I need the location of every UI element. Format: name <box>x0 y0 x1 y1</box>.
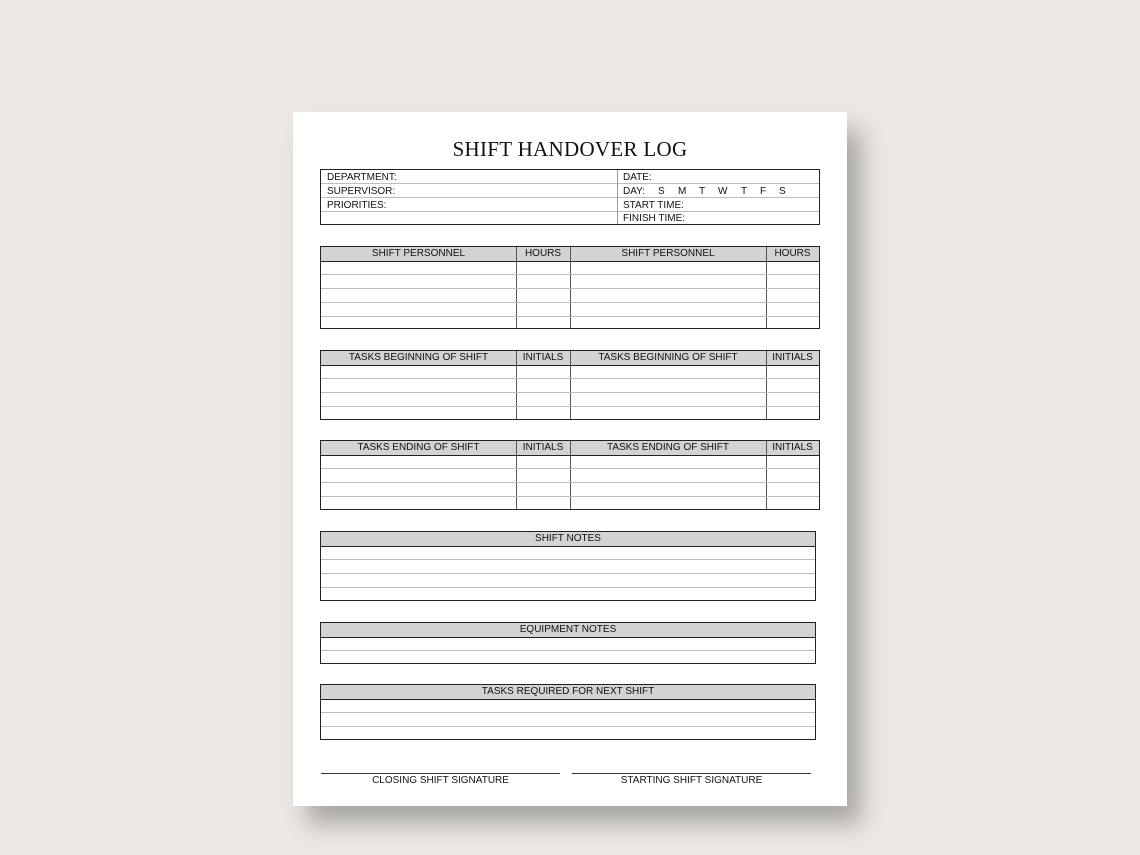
initials-header-2: INITIALS <box>772 352 813 363</box>
hours-header-2: HOURS <box>774 248 811 259</box>
start-time-label: START TIME: <box>623 200 684 211</box>
starting-signature-label: STARTING SHIFT SIGNATURE <box>620 775 763 786</box>
initials-header-3: INITIALS <box>522 442 564 453</box>
tasks-beginning-table <box>320 350 820 420</box>
tasks-ending-header-2: TASKS ENDING OF SHIFT <box>606 442 730 453</box>
info-box <box>320 169 820 225</box>
supervisor-label: SUPERVISOR: <box>327 186 396 197</box>
log-sheet <box>293 112 847 806</box>
starting-signature-line <box>572 773 811 774</box>
day-label: DAY: <box>623 186 646 197</box>
personnel-header-1: SHIFT PERSONNEL <box>371 248 466 259</box>
equipment-notes-header: EQUIPMENT NOTES <box>519 624 617 635</box>
day-wednesday: W <box>718 186 728 197</box>
shift-notes-box <box>320 531 816 601</box>
priorities-label: PRIORITIES: <box>327 200 387 211</box>
equipment-notes-box <box>320 622 816 664</box>
tasks-beginning-header-1: TASKS BEGINNING OF SHIFT <box>348 352 489 363</box>
personnel-table <box>320 246 820 329</box>
tasks-next-shift-header: TASKS REQUIRED FOR NEXT SHIFT <box>481 686 655 697</box>
tasks-ending-table <box>320 440 820 510</box>
day-saturday: S <box>779 186 786 197</box>
closing-signature-line <box>321 773 560 774</box>
shift-notes-header: SHIFT NOTES <box>535 533 601 544</box>
day-friday: F <box>760 186 767 197</box>
hours-header-1: HOURS <box>524 248 562 259</box>
closing-signature-label: CLOSING SHIFT SIGNATURE <box>372 775 509 786</box>
tasks-next-shift-box <box>320 684 816 740</box>
personnel-header-2: SHIFT PERSONNEL <box>621 248 715 259</box>
finish-time-label: FINISH TIME: <box>623 213 686 224</box>
day-sunday: S <box>658 186 665 197</box>
day-monday: M <box>678 186 687 197</box>
tasks-ending-header-1: TASKS ENDING OF SHIFT <box>357 442 480 453</box>
initials-header-4: INITIALS <box>772 442 813 453</box>
tasks-beginning-header-2: TASKS BEGINNING OF SHIFT <box>598 352 738 363</box>
department-label: DEPARTMENT: <box>327 172 397 183</box>
initials-header-1: INITIALS <box>522 352 564 363</box>
day-tuesday: T <box>699 186 706 197</box>
page-title: SHIFT HANDOVER LOG <box>452 137 688 161</box>
date-label: DATE: <box>623 172 652 183</box>
day-thursday: T <box>741 186 748 197</box>
